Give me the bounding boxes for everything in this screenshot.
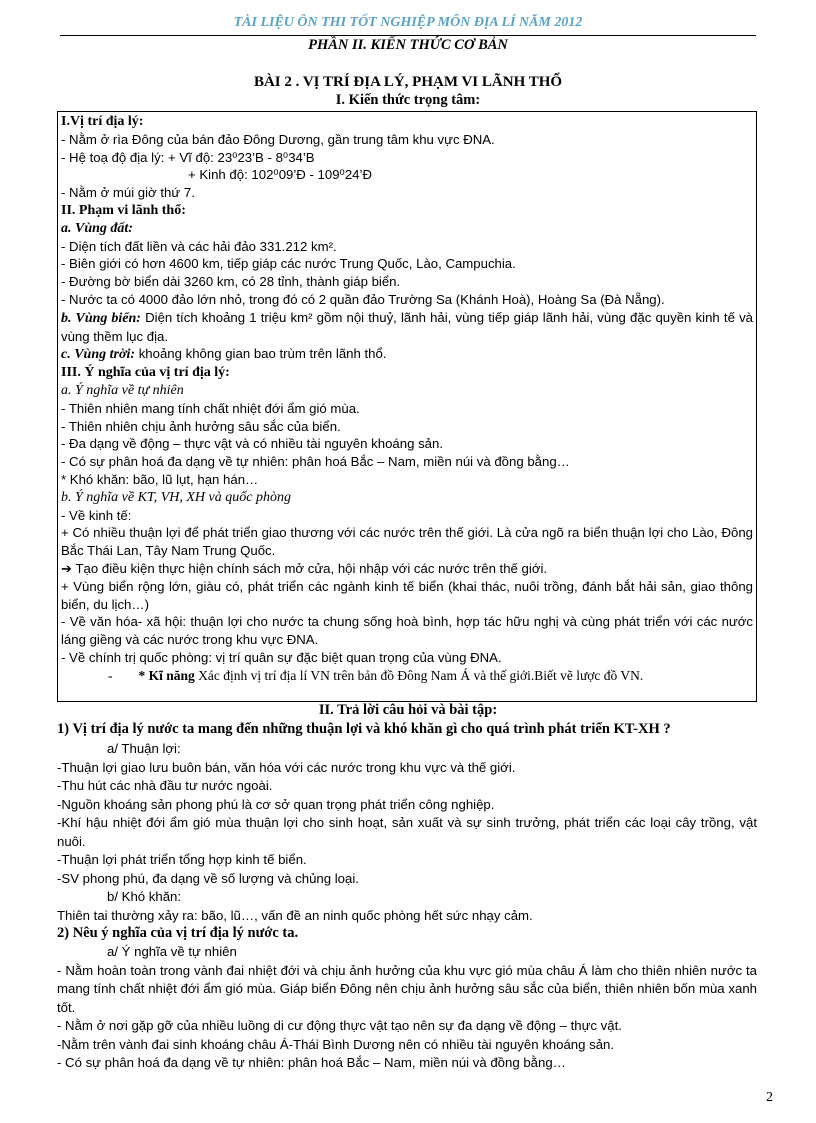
text-line: - Về chính trị quốc phòng: vị trí quân sự đặc biệt quan trọng của vùng ĐNA. <box>61 649 502 665</box>
subheading-sea: b. Vùng biển: <box>61 310 141 326</box>
answer-item: - Có sự phân hoá đa dạng về tự nhiên: phân hoá Bắc – Nam, miền núi và đồng bằng… <box>57 1055 566 1070</box>
text-line: - Nằm ở múi giờ thứ 7. <box>61 185 195 201</box>
subheading-land: a. Vùng đất: <box>61 220 133 236</box>
text-line: - Hệ toạ độ địa lý: + Vĩ độ: 23⁰23’B - 8⁰34’B <box>61 149 315 165</box>
text-line: + Kinh độ: 102⁰09’Đ - 109⁰24’Đ <box>188 167 372 183</box>
text-paragraph: + Vùng biển rộng lớn, giàu có, phát triển các ngành kinh tế biển (khai thác, nuôi trồng, đánh bắt hải sản, giao thông biển, du lịch…) <box>61 578 753 612</box>
section-1-title: I. Kiến thức trọng tâm: <box>335 92 481 108</box>
page-number: 2 <box>766 1090 773 1105</box>
text-line: - Đa dạng về động – thực vật và có nhiều tài nguyên khoáng sản. <box>61 436 443 452</box>
text-line: ➔ Tạo điều kiện thực hiện chính sách mở cửa, hội nhập với các nước trên thế giới. <box>61 560 548 576</box>
section-2-title: II. Trả lời câu hỏi và bài tập: <box>318 702 498 718</box>
text-paragraph: - Về văn hóa- xã hội: thuận lợi cho nước ta chung sống hoà bình, hợp tác hữu nghị và cùng phát triển với các nước láng giềng và các nước trong khu vực ĐNA. <box>61 614 753 648</box>
text-line: - Về kinh tế: <box>61 507 132 523</box>
text-paragraph <box>61 345 753 364</box>
text-line: - Đường bờ biển dài 3260 km, có 28 tỉnh, thành giáp biển. <box>61 274 401 290</box>
text-line: - Diện tích đất liền và các hải đảo 331.212 km². <box>61 238 337 254</box>
text-line: - Biên giới có hơn 4600 km, tiếp giáp các nước Trung Quốc, Lào, Campuchia. <box>61 256 516 272</box>
text-paragraph: + Có nhiều thuận lợi để phát triển giao thương với các nước trên thế giới. Là cửa ngõ ra biển thuận lợi cho Lào, Đông Bắc Thái Lan, Tây Nam Trung Quốc. <box>61 525 753 559</box>
answer-subheading: a/ Ý nghĩa về tự nhiên <box>107 944 237 959</box>
answer-item: Thiên tai thường xảy ra: bão, lũ…, vấn đề an ninh quốc phòng hết sức nhạy cảm. <box>57 907 533 923</box>
answer-item: -Nằm trên vành đai sinh khoáng châu Á-Thái Bình Dương nên có nhiều tài nguyên khoáng sản. <box>57 1036 615 1052</box>
text-paragraph <box>61 309 753 346</box>
running-header: TÀI LIỆU ÔN THI TỐT NGHIỆP MÔN ĐỊA LÍ NĂM 2012 <box>233 15 583 30</box>
answer-item: - Nằm ở nơi gặp gỡ của nhiều luồng di cư động thực vật tạo nên sự đa dạng về động – thực vật. <box>57 1018 622 1033</box>
bullet-dash: - <box>108 667 113 683</box>
sea-text: Diện tích khoảng 1 triệu km² gồm nội thuỷ, lãnh hải, vùng tiếp giáp lãnh hải, vùng đặc quyền kinh tế và vùng thềm lục địa. <box>61 309 753 344</box>
header-rule <box>60 35 756 36</box>
skills-label: * Kĩ năng <box>138 667 195 683</box>
answer-item: -Khí hậu nhiệt đới ẩm gió mùa thuận lợi cho sinh hoạt, sản xuất và sự sinh trưởng, phát triển các loại cây trồng, vật nuôi. <box>57 815 757 849</box>
question-2-answer <box>57 943 757 1073</box>
subheading-airspace: c. Vùng trời: <box>61 347 136 363</box>
text-line: * Khó khăn: bão, lũ lụt, hạn hán… <box>61 471 259 487</box>
heading-location: I.Vị trí địa lý: <box>61 114 144 129</box>
key-knowledge-box <box>57 111 757 702</box>
question-1-answer <box>57 740 757 925</box>
answer-item: - Nằm hoàn toàn trong vành đai nhiệt đới và chịu ảnh hưởng của khu vực gió mùa châu Á làm cho thiên nhiên nước ta mang tính chất nhiệt đới ẩm gió mùa. Giáp biển Đông nên chịu ảnh hưởng sâu sắc của biển, thiên nhiên bốn mùa xanh tốt. <box>57 962 757 1015</box>
question-1-title: 1) Vị trí địa lý nước ta mang đến những thuận lợi và khó khăn gì cho quá trình phát triển KT-XH ? <box>57 721 671 737</box>
skills-text: Xác định vị trí địa lí VN trên bản đồ Đông Nam Á và thế giới.Biết vẽ lược đồ VN. <box>194 667 644 683</box>
heading-significance: III. Ý nghĩa của vị trí địa lý: <box>61 365 230 381</box>
text-line: - Nước ta có 4000 đảo lớn nhỏ, trong đó có 2 quần đảo Trường Sa (Khánh Hoà), Hoàng Sa (Đà Nẵng). <box>61 291 665 307</box>
answer-subheading: b/ Khó khăn: <box>107 889 182 904</box>
lesson-title: BÀI 2 . VỊ TRÍ ĐỊA LÝ, PHẠM VI LÃNH THỔ <box>253 74 563 90</box>
skills-line <box>61 667 753 685</box>
airspace-text: khoảng không gian bao trùm trên lãnh thổ. <box>135 346 387 362</box>
answer-item: -Thuận lợi phát triển tổng hợp kinh tế biển. <box>57 852 307 867</box>
subheading-socioeconomic: b. Ý nghĩa về KT, VH, XH và quốc phòng <box>61 489 291 505</box>
text-line: - Nằm ở rìa Đông của bán đảo Đông Dương, gần trung tâm khu vực ĐNA. <box>61 131 495 147</box>
question-2-title: 2) Nêu ý nghĩa của vị trí địa lý nước ta. <box>57 925 299 941</box>
answer-item: -SV phong phú, đa dạng về số lượng và chủng loại. <box>57 870 359 886</box>
answer-item: -Nguồn khoáng sản phong phú là cơ sở quan trọng phát triển công nghiệp. <box>57 796 495 812</box>
part-title: PHẦN II. KIẾN THỨC CƠ BẢN <box>308 37 508 53</box>
subheading-nature: a. Ý nghĩa về tự nhiên <box>61 382 184 398</box>
answer-subheading: a/ Thuận lợi: <box>107 741 181 756</box>
answer-item: -Thu hút các nhà đầu tư nước ngoài. <box>57 778 273 793</box>
heading-territory: II. Phạm vi lãnh thổ: <box>61 202 186 218</box>
text-line: - Có sự phân hoá đa dạng về tự nhiên: phân hoá Bắc – Nam, miền núi và đồng bằng… <box>61 454 570 470</box>
answer-item: -Thuận lợi giao lưu buôn bán, văn hóa với các nước trong khu vực và thế giới. <box>57 759 516 775</box>
text-line: - Thiên nhiên mang tính chất nhiệt đới ẩm gió mùa. <box>61 400 360 416</box>
text-line: - Thiên nhiên chịu ảnh hưởng sâu sắc của biển. <box>61 418 341 434</box>
